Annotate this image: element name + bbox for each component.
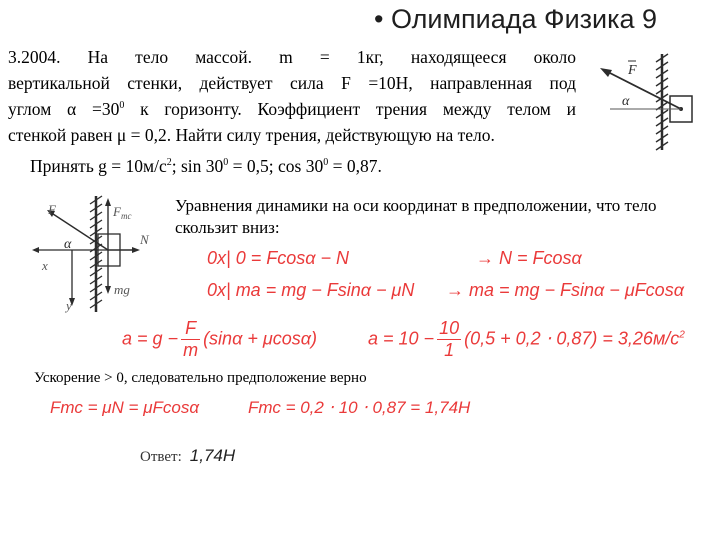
wall-force-diagram xyxy=(590,50,700,154)
label-y: y xyxy=(66,298,72,313)
force-arrow xyxy=(604,70,681,109)
problem-line-3 xyxy=(8,96,576,122)
angle-label: α xyxy=(622,94,630,109)
assumption-text: Уравнения динамики на оси координат в предположении, что тело скользит вниз: xyxy=(175,196,657,237)
slide-title: • Олимпиада Физика 9 xyxy=(374,4,658,34)
given-sup-2: 0 xyxy=(223,157,229,169)
equation-N: → N = Fcosα xyxy=(476,248,582,268)
given-sup-1: 2 xyxy=(166,157,172,169)
accel2-sup: 2 xyxy=(679,329,685,341)
gravity-arrow-head xyxy=(105,286,111,294)
force-arrow-head xyxy=(600,68,612,77)
friction-formula: Fтс = μN = μFcosα xyxy=(50,398,200,417)
problem-statement xyxy=(8,44,576,148)
x-axis-arrow xyxy=(32,247,39,253)
given-cos: = 0,5; cos 30 xyxy=(228,156,324,176)
given-values xyxy=(30,156,382,177)
accel-fraction xyxy=(181,318,200,361)
accel-den: m xyxy=(183,340,199,360)
answer xyxy=(140,446,235,466)
problem-line-4: стенкой равен μ = 0,2. Найти силу трения, действующую на тело. xyxy=(8,125,495,145)
accel2-rhs: (0,5 + 0,2 ⋅ 0,87) = 3,26м/с xyxy=(464,328,680,349)
acceleration-note: Ускорение > 0, следовательно предположение верно xyxy=(34,370,367,386)
problem-line-1: 3.2004. На тело массой. m = 1кг, находящееся около xyxy=(8,47,576,67)
force-F-arrow xyxy=(50,212,108,250)
given-sin: ; sin 30 xyxy=(171,156,224,176)
degree-sup: 0 xyxy=(119,100,125,112)
equation-accel-formula xyxy=(122,318,317,361)
answer-value: 1,74Н xyxy=(189,446,236,465)
problem-line-2: вертикальной стенки, действует сила F =10Н, направленная под xyxy=(8,73,576,93)
accel-lhs: a = g − xyxy=(122,328,179,349)
free-body-diagram xyxy=(28,190,178,320)
accel2-den: 1 xyxy=(437,339,461,361)
accel2-lhs: a = 10 − xyxy=(368,328,435,349)
equation-oy: 0x| ma = mg − Fsinα − μN xyxy=(207,280,415,300)
equation-ox: 0x| 0 = Fcosα − N xyxy=(207,248,349,268)
equation-oy-result: → ma = mg − Fsinα − μFcosα xyxy=(446,280,684,300)
friction-arrow-head xyxy=(105,198,111,206)
label-alpha: α xyxy=(64,237,72,252)
label-mg: mg xyxy=(114,282,130,297)
accel2-fraction xyxy=(437,318,461,361)
given-g: Принять g = 10м/с xyxy=(30,156,167,176)
accel-rhs: (sinα + μcosα) xyxy=(203,328,317,349)
equation-accel-value xyxy=(368,318,685,361)
friction-value: Fтс = 0,2 ⋅ 10 ⋅ 0,87 = 1,74Н xyxy=(248,398,471,417)
label-N: N xyxy=(140,232,149,247)
normal-arrow-head xyxy=(132,247,140,253)
given-sup-3: 0 xyxy=(323,157,329,169)
label-Ftr: $F_{тс}$ xyxy=(113,204,132,221)
accel2-num: 10 xyxy=(439,318,460,338)
problem-line-3-start: углом α =30 xyxy=(8,99,120,119)
label-F: F xyxy=(48,202,56,217)
accel-num: F xyxy=(185,318,197,338)
answer-label: Ответ: xyxy=(140,449,182,465)
problem-line-3-rest: к горизонту. Коэффициент трения между телом и xyxy=(124,99,576,119)
force-label: F xyxy=(628,63,637,78)
label-x: x xyxy=(42,258,48,273)
given-cos-value: = 0,87. xyxy=(328,156,382,176)
